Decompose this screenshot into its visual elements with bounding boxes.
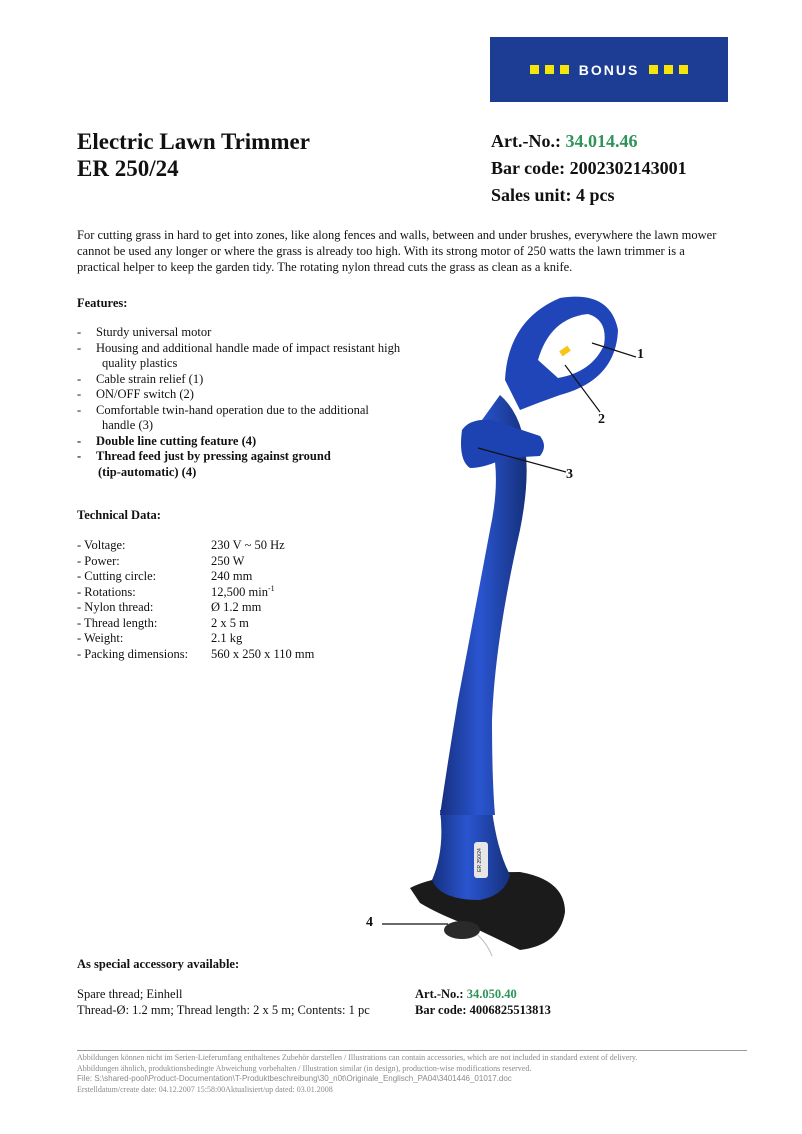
- technical-heading: Technical Data:: [77, 508, 161, 522]
- table-row: - Power: 250 W: [77, 553, 245, 568]
- table-row: - Packing dimensions: 560 x 250 x 110 mm: [77, 646, 315, 661]
- accessory-description: Spare thread; Einhell Thread-Ø: 1.2 mm; Thread length: 2 x 5 m; Contents: 1 pc: [77, 987, 370, 1017]
- barcode-row: Bar code: 2002302143001: [491, 158, 687, 178]
- accessory-barcode: 4006825513813: [469, 1002, 551, 1017]
- list-item: - Double line cutting feature (4): [77, 434, 447, 450]
- barcode-value: 2002302143001: [569, 158, 687, 178]
- accessory-art-no: 34.050.40: [466, 987, 517, 1001]
- callout-4: 4: [366, 915, 373, 930]
- art-no-value: 34.014.46: [565, 131, 638, 151]
- product-name: Electric Lawn Trimmer: [77, 129, 310, 154]
- table-row: - Rotations: 12,500 $\min^{-1}$: [77, 583, 275, 599]
- list-item: - ON/OFF switch (2): [77, 387, 447, 403]
- features-heading: Features:: [77, 296, 128, 310]
- product-model: ER 250/24: [77, 156, 179, 181]
- brand-name: BONUS: [578, 61, 640, 78]
- callout-1: 1: [637, 347, 644, 362]
- model-label-text: ER 250/24: [477, 848, 483, 872]
- accessory-article-info: Art.-No.: 34.050.40 Bar code: 4006825513813: [415, 987, 551, 1017]
- list-item: - Cable strain relief (1): [77, 372, 447, 388]
- page-footer: Abbildungen können nicht im Serien-Lieferumfang enthaltenes Zubehör darstellen / Illustrations can contain accessories, which are not included in standard extent of delivery. Abbildungen ähnlich, produktionsbedingte Abweichung vorbehalten / Illustration similar (in design), production-wise modifications reserved. File: S:\shared-pool\Product-Documentation\T-Produktbeschreibung\30_n0t\Originale_Englisch_PA04\3401446_01017.doc Erstelldatum/create date: 04.12.2007 15:58:00Aktualisiert/up dated: 03.01.2008: [77, 1050, 747, 1095]
- list-item: - Housing and additional handle made of impact resistant high quality plastics: [77, 341, 447, 372]
- sales-unit-value: 4 pcs: [576, 185, 615, 205]
- table-row: - Thread length: 2 x 5 m: [77, 615, 249, 630]
- list-item: - Sturdy universal motor: [77, 325, 447, 341]
- list-item: - Thread feed just by pressing against ground (tip-automatic) (4): [77, 449, 447, 480]
- art-no-row: Art.-No.: 34.014.46: [491, 131, 638, 151]
- table-row: - Nylon thread: Ø 1.2 mm: [77, 600, 262, 614]
- intro-paragraph: For cutting grass in hard to get into zones, like along fences and walls, between and under brushes, everywhere the lawn mower cannot be used any longer or where the grass is already too high. With its strong motor of 250 watts the lawn trimmer is a practical helper to keep the garden tidy. The rotating nylon thread cuts the grass as clean as a knife.: [77, 228, 717, 274]
- callout-2: 2: [598, 412, 605, 427]
- table-row: - Weight: 2.1 kg: [77, 631, 243, 645]
- sales-unit-row: Sales unit: 4 pcs: [491, 185, 615, 205]
- list-item: - Comfortable twin-hand operation due to the additional handle (3): [77, 403, 447, 434]
- table-row: - Cutting circle: 240 mm: [77, 569, 253, 583]
- callout-3: 3: [566, 467, 573, 482]
- accessory-heading: As special accessory available:: [77, 957, 240, 971]
- table-row: - Voltage: 230 V ~ 50 Hz: [77, 538, 285, 552]
